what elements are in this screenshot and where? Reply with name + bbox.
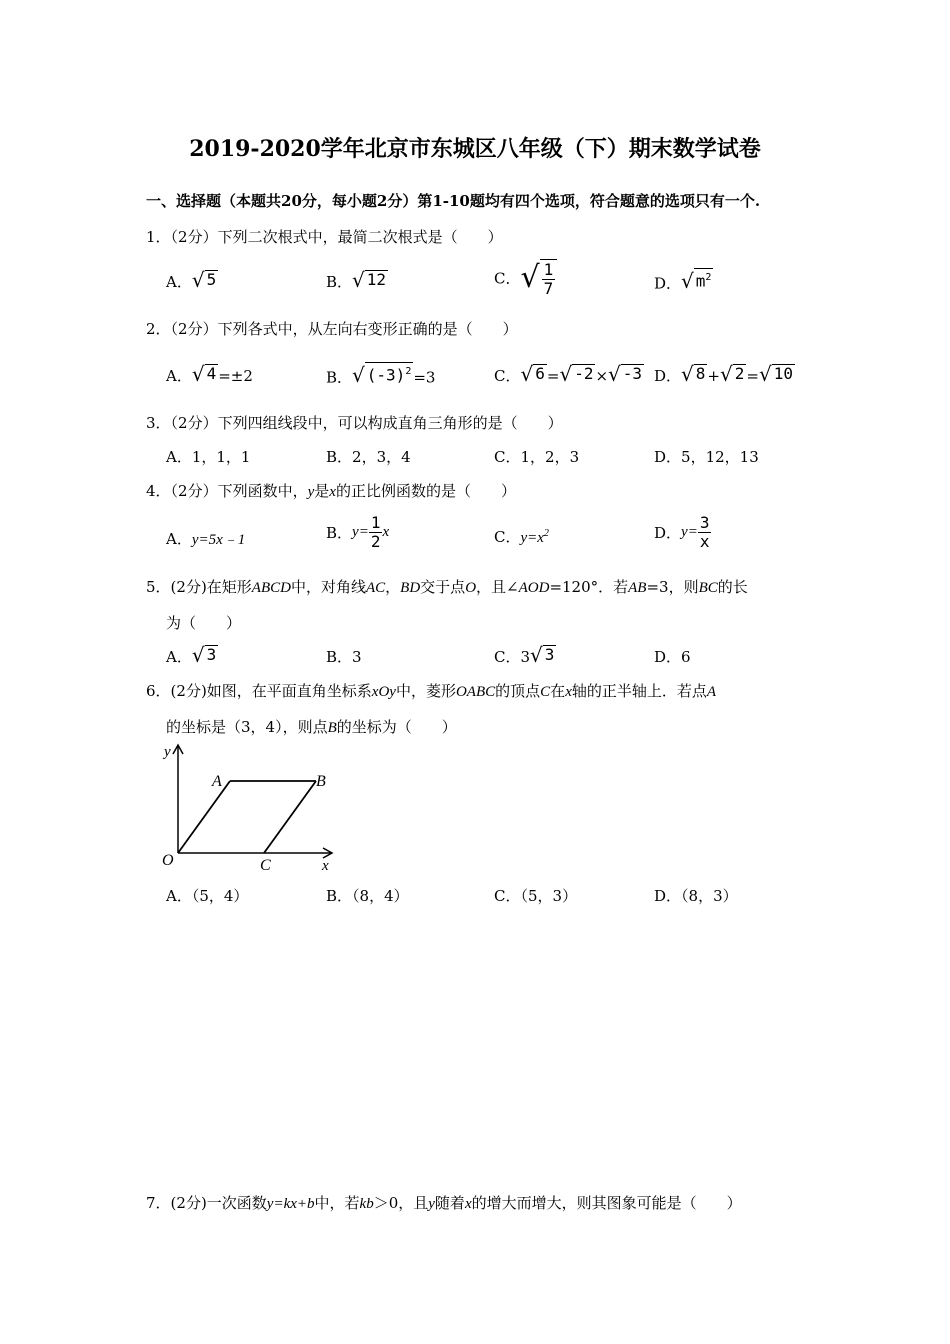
q4-b-numerator: 1 (370, 513, 381, 532)
q6-a: A (706, 684, 717, 700)
q5-stem-line1 (146, 576, 748, 597)
q5-ac: AC (365, 580, 386, 596)
section-heading: 一、选择题（本题共20分，每小题2分）第1-10题均有四个选项，符合题意的选项只有一个. (146, 192, 761, 210)
q7-kb: kb (359, 1196, 374, 1212)
q2-a-rest: =±2 (218, 367, 253, 385)
q1-a-radicand: 5 (206, 270, 217, 289)
fraction (698, 514, 712, 551)
q1-option-c (494, 258, 557, 298)
q3-option-d: D．5，12，13 (654, 448, 759, 466)
q3-option-c: C．1，2，3 (494, 448, 580, 466)
sqrt-expression: √ $\frac{1}{7}$ (520, 258, 557, 298)
q2-c-label: C． (494, 367, 521, 385)
label-o: O (162, 852, 174, 869)
q6-text: 中，菱形 (395, 682, 456, 700)
label-x: x (322, 858, 329, 874)
q5-option-b: B．3 (326, 648, 362, 666)
q6-text: 6．(2分)如图，在平面直角坐标系 (146, 682, 372, 700)
sqrt-expression: √ -2 (559, 362, 594, 386)
q2-c-r2: -2 (574, 364, 594, 383)
q4-b-label: B． (326, 524, 353, 542)
q2-c-r1: 6 (535, 364, 545, 383)
q5-stem-line2: 为（ ） (166, 614, 242, 632)
rhombus-figure (160, 740, 340, 875)
q6-option-b: B．（8，4） (326, 887, 409, 905)
q1-d-base: m (695, 271, 706, 291)
page-title: 2019-2020学年北京市东城区八年级（下）期末数学试卷 (189, 136, 761, 162)
q7-y: y (428, 1196, 435, 1212)
q7-stem (146, 1192, 742, 1213)
q4-option-c (494, 526, 549, 547)
q5-text: 交于点 (420, 578, 466, 596)
q1-option-a (166, 270, 218, 292)
q5-option-a (166, 645, 218, 667)
q1-c-numerator: 1 (543, 260, 554, 279)
q1-c-denominator: 7 (543, 279, 554, 298)
q6-text: 在 (550, 682, 566, 700)
q5-ab: AB (628, 580, 647, 596)
q4-stem-post: 的正比例函数的是（ ） (335, 482, 516, 500)
sqrt-expression: √ 10 (758, 362, 793, 386)
q5-text: =120°．若 (549, 578, 629, 596)
q5-text: =3，则 (646, 578, 699, 596)
sqrt-expression: √ 5 (191, 268, 217, 292)
sqrt-expression: √ -3 (608, 362, 643, 386)
q2-option-c (494, 364, 644, 386)
q4-a-label: A． (166, 530, 192, 548)
q7-text: 的增大而增大，则其图象可能是（ ） (471, 1194, 742, 1212)
q1-b-radicand: 12 (366, 270, 387, 289)
q6-option-a: A．（5，4） (166, 887, 249, 905)
q1-a-label: A． (166, 273, 192, 291)
q1-d-exponent: 2 (705, 272, 712, 283)
q6-stem-line1 (146, 680, 716, 701)
q6-oabc: OABC (455, 684, 496, 700)
sqrt-expression: √ 4 (191, 362, 217, 386)
q4-d-denominator: x (699, 532, 710, 551)
q7-text: 随着 (434, 1194, 465, 1212)
label-y: y (164, 744, 171, 760)
q2-stem: 2．（2分）下列各式中，从左向右变形正确的是（ ） (146, 320, 518, 338)
q4-c-exponent: 2 (543, 528, 549, 539)
q4-c-label: C． (494, 528, 521, 546)
label-b: B (316, 773, 326, 790)
q2-d-r2: 2 (734, 364, 745, 383)
fraction (369, 514, 383, 551)
q2-c-r3: -3 (622, 364, 643, 383)
q5-text: 5．(2分)在矩形 (146, 578, 252, 596)
q2-option-d (654, 364, 795, 386)
q4-b-pre: y= (352, 524, 369, 540)
q6-text: 轴的正半轴上．若点 (571, 682, 707, 700)
q1-stem: 1．（2分）下列二次根式中，最简二次根式是（ ） (146, 228, 503, 246)
q2-d-r1: 8 (695, 364, 706, 383)
q2-d-label: D． (654, 367, 682, 385)
q6-stem-line2 (166, 716, 457, 737)
sqrt-expression: √ 3 (530, 643, 555, 667)
q5-bd: BD (400, 580, 421, 596)
q4-option-a (166, 528, 245, 549)
q4-b-denominator: 2 (370, 532, 381, 551)
sqrt-expression: √ 8 (681, 362, 706, 386)
q6-text: 的坐标是（3，4），则点 (166, 718, 328, 736)
q2-b-exponent: 2 (405, 366, 412, 377)
sqrt-expression: √ $(-3)^2$ (352, 363, 412, 388)
q5-text: 的长 (717, 578, 748, 596)
q7-x: x (464, 1196, 472, 1212)
q3-option-a: A．1，1，1 (166, 448, 251, 466)
q4-d-pre: y= (681, 524, 698, 540)
q4-var-y: y (307, 484, 315, 500)
q4-option-b (326, 514, 389, 551)
sqrt-expression: √ 2 (720, 362, 745, 386)
side-bc (264, 781, 316, 853)
q4-a-expr: y=5x﹣1 (191, 532, 246, 548)
q5-c-radicand: 3 (544, 645, 555, 664)
q5-text: 中，对角线 (290, 578, 366, 596)
q2-b-label: B． (326, 368, 353, 387)
q4-c-expr: y=x (520, 530, 544, 546)
sqrt-expression: √ $m^2$ (681, 269, 712, 294)
q2-option-a (166, 364, 253, 386)
q5-a-label: A． (166, 648, 192, 666)
q4-stem (146, 480, 516, 501)
q6-xoy: xOy (371, 684, 396, 700)
q2-a-radicand: 4 (206, 364, 217, 383)
sqrt-expression: √ 3 (191, 643, 217, 667)
label-c: C (260, 857, 271, 874)
q7-text: ＞0，且 (373, 1194, 429, 1212)
q2-c-equals: = (546, 367, 560, 385)
q7-text: 7．(2分)一次函数 (146, 1194, 267, 1212)
q2-option-b (326, 362, 435, 387)
q2-a-label: A． (166, 367, 192, 385)
sqrt-expression: √ 6 (520, 362, 545, 386)
q5-o: O (465, 580, 477, 596)
q2-c-times: × (595, 367, 609, 385)
q5-abcd: ABCD (251, 580, 291, 596)
q5-option-d: D．6 (654, 648, 691, 666)
q4-d-label: D． (654, 524, 682, 542)
q5-c-label: C．3 (494, 648, 531, 666)
q1-option-b (326, 270, 388, 292)
q4-stem-pre: 4．（2分）下列函数中， (146, 482, 308, 500)
q4-stem-mid: 是 (314, 482, 330, 500)
fraction (542, 261, 556, 298)
q6-option-c: C．（5，3） (494, 887, 578, 905)
q1-b-label: B． (326, 273, 353, 291)
q5-a-radicand: 3 (206, 645, 217, 664)
q4-b-post: x (382, 524, 390, 540)
q5-bc: BC (698, 580, 718, 596)
q1-d-label: D． (654, 274, 682, 293)
q2-b-rest: =3 (413, 368, 436, 387)
q6-b: B (327, 720, 337, 736)
sqrt-expression: √ 12 (352, 268, 387, 292)
q6-option-d: D．（8，3） (654, 887, 738, 905)
q3-option-b: B．2，3，4 (326, 448, 411, 466)
side-oa (178, 781, 230, 853)
q7-text: 中，若 (314, 1194, 360, 1212)
q7-expr: y=kx+b (266, 1196, 315, 1212)
label-a: A (212, 773, 222, 790)
q2-b-radicand: (-3) (366, 365, 406, 385)
q5-option-c (494, 645, 556, 667)
q4-var-x: x (329, 484, 336, 500)
q6-x: x (565, 684, 572, 700)
q6-text: 的坐标为（ ） (336, 718, 457, 736)
q5-text: ， (385, 578, 401, 596)
q2-d-r3: 10 (773, 364, 793, 383)
q5-aod: AOD (518, 580, 550, 596)
q6-text: 的顶点 (495, 682, 541, 700)
q1-c-label: C． (494, 269, 521, 288)
q1-option-d (654, 268, 713, 293)
q4-d-numerator: 3 (699, 513, 710, 532)
q2-d-equals: = (746, 367, 759, 385)
q6-c: C (540, 684, 551, 700)
q3-stem: 3．（2分）下列四组线段中，可以构成直角三角形的是（ ） (146, 414, 563, 432)
q2-d-plus: + (707, 367, 720, 385)
q5-text: ，且∠ (476, 578, 519, 596)
q4-option-d (654, 514, 711, 551)
